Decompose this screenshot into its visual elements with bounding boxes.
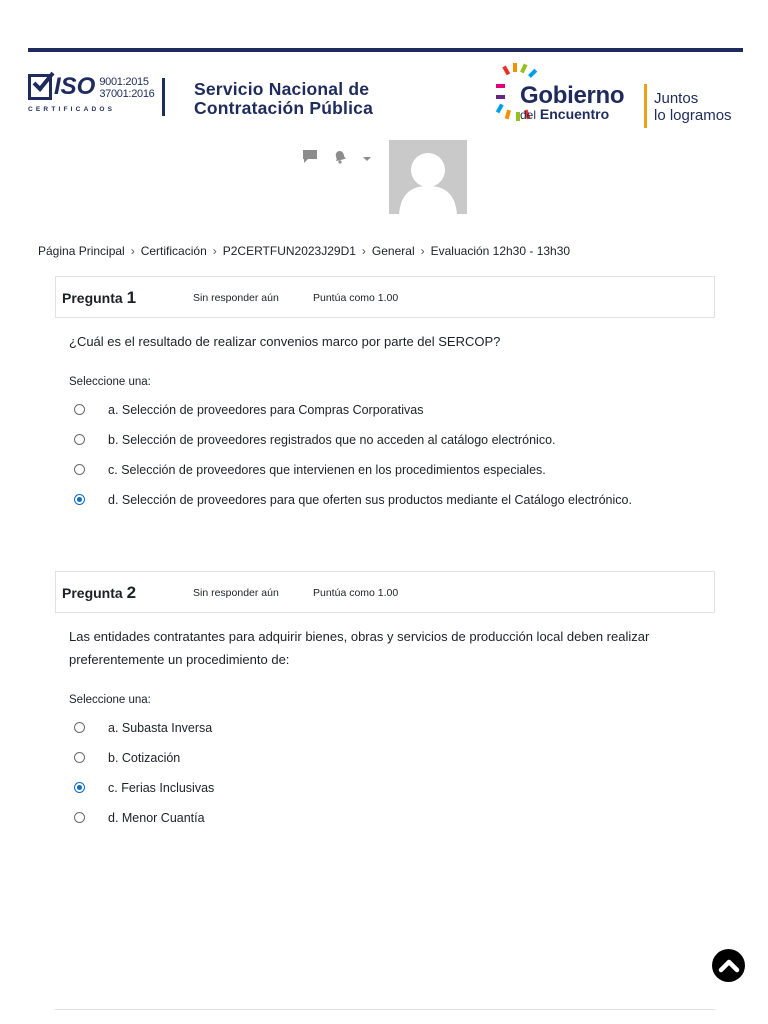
question-1-prompt: Seleccione una: <box>69 376 151 388</box>
header-divider <box>162 78 165 116</box>
gobierno-subtitle: del Encuentro <box>520 106 610 122</box>
sercop-title-line2: Contratación Pública <box>194 98 374 118</box>
question-1-grade: Puntúa como 1.00 <box>313 292 399 304</box>
question-2-number: Pregunta 2 <box>62 583 137 602</box>
question-2-text: Las entidades contratantes para adquirir bienes, obras y servicios de producción local deben realizar preferentemente un procedimiento de: <box>69 629 650 667</box>
breadcrumb-quiz[interactable]: Evaluación 12h30 - 13h30 <box>430 244 571 258</box>
radio-button-checked[interactable] <box>74 494 85 505</box>
chevron-up-icon <box>718 955 740 977</box>
chevron-right-icon: › <box>130 244 135 258</box>
question-1-state: Sin responder aún <box>193 292 279 304</box>
breadcrumb-home[interactable]: Página Principal <box>38 244 125 258</box>
iso-logo <box>28 74 154 100</box>
question-2-info <box>55 571 715 613</box>
radio-button[interactable] <box>74 752 85 763</box>
radio-button[interactable] <box>74 404 85 415</box>
question-2-prompt: Seleccione una: <box>69 694 151 706</box>
breadcrumb-course[interactable]: P2CERTFUN2023J29D1 <box>222 244 356 258</box>
question-1-answer-a[interactable]: a. Selección de proveedores para Compras Corporativas <box>74 399 674 421</box>
radio-button[interactable] <box>74 812 85 823</box>
sercop-logo[interactable] <box>194 80 373 118</box>
radio-button[interactable] <box>74 722 85 733</box>
back-to-top-button[interactable] <box>712 949 745 982</box>
question-1-number: Pregunta 1 <box>62 288 137 307</box>
chevron-right-icon: › <box>361 244 366 258</box>
breadcrumb-certificacion[interactable]: Certificación <box>140 244 207 258</box>
gobierno-logo <box>494 62 744 128</box>
iso-word: ISO <box>54 73 96 100</box>
question-2-answer-a[interactable]: a. Subasta Inversa <box>74 717 674 739</box>
breadcrumb <box>38 244 570 258</box>
question-2-grade: Puntúa como 1.00 <box>313 587 399 599</box>
question-1-info <box>55 276 715 318</box>
question-2-answer-c[interactable]: c. Ferias Inclusivas <box>74 777 674 799</box>
question-1-answer-d[interactable]: d. Selección de proveedores para que oferten sus productos mediante el Catálogo electrónico. <box>74 489 634 511</box>
juntos-slogan: Juntos lo logramos <box>654 90 732 124</box>
checkmark-icon <box>28 74 52 100</box>
user-nav <box>302 148 372 169</box>
iso-standard-2: 37001:2016 <box>99 88 155 100</box>
question-1-answer-c[interactable]: c. Selección de proveedores que intervienen en los procedimientos especiales. <box>74 459 674 481</box>
iso-standard-1: 9001:2015 <box>99 76 149 88</box>
footer-divider <box>55 1009 715 1010</box>
question-2-state: Sin responder aún <box>193 587 279 599</box>
chevron-right-icon: › <box>420 244 425 258</box>
caret-down-icon[interactable] <box>362 150 372 168</box>
gobierno-wordmark: Gobierno <box>520 82 625 109</box>
sercop-title-line1: Servicio Nacional de <box>194 79 370 99</box>
question-1-text: ¿Cuál es el resultado de realizar convenios marco por parte del SERCOP? <box>69 334 501 349</box>
breadcrumb-general[interactable]: General <box>371 244 415 258</box>
question-2-answer-d[interactable]: d. Menor Cuantía <box>74 807 674 829</box>
radio-button[interactable] <box>74 464 85 475</box>
question-1-answer-b[interactable]: b. Selección de proveedores registrados que no acceden al catálogo electrónico. <box>74 429 674 451</box>
chevron-right-icon: › <box>212 244 217 258</box>
header-top-rule <box>28 48 743 52</box>
bell-icon[interactable] <box>332 148 348 169</box>
radio-button[interactable] <box>74 434 85 445</box>
radio-button-checked[interactable] <box>74 782 85 793</box>
iso-certified-label: CERTIFICADOS <box>28 106 116 113</box>
question-2-answer-b[interactable]: b. Cotización <box>74 747 674 769</box>
gobierno-divider <box>644 84 647 128</box>
user-avatar[interactable] <box>389 140 467 214</box>
message-icon[interactable] <box>302 149 318 169</box>
